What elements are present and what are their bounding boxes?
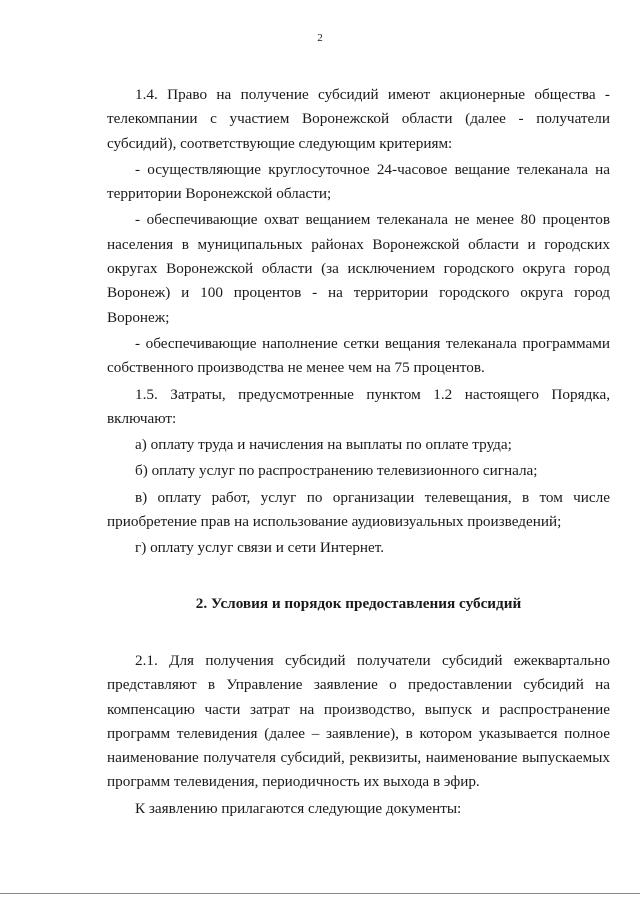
section-heading: 2. Условия и порядок предоставления субсидий xyxy=(195,594,522,612)
expense-item-b: б) оплату услуг по распространению телевизионного сигнала; xyxy=(135,462,538,480)
paragraph-1-4: 1.4. Право на получение субсидий имеют акционерные общества - телекомпании с участием Воронежской области (далее - получатели субсидий), соответствующие следующим критериям: xyxy=(107,86,610,152)
page-bottom-edge xyxy=(0,893,640,894)
page-number: 2 xyxy=(317,32,323,44)
expense-item-v: в) оплату работ, услуг по организации телевещания, в том числе приобретение прав на использование аудиовизуальных произведений; xyxy=(107,488,610,531)
attached-documents-intro: К заявлению прилагаются следующие документы: xyxy=(135,799,462,817)
expense-item-a: а) оплату труда и начисления на выплаты по оплате труда; xyxy=(135,436,512,454)
paragraph-2-1: 2.1. Для получения субсидий получатели субсидий ежеквартально представляют в Управление заявление о предоставлении субсидий на компенсацию части затрат на производство, выпуск и распространение программ телевидения (далее – заявление), в котором указывается полное наименование получателя субсидий, реквизиты, наименование выпускаемых программ телевидения, периодичность их выхода в эфир. xyxy=(107,651,610,791)
paragraph-1-5: 1.5. Затраты, предусмотренные пунктом 1.2 настоящего Порядка, включают: xyxy=(107,385,610,427)
document-body xyxy=(107,83,610,821)
criterion-own-production: - обеспечивающие наполнение сетки вещания телеканала программами собственного производства не менее чем на 75 процентов. xyxy=(107,334,610,377)
criterion-broadcast: - осуществляющие круглосуточное 24-часовое вещание телеканала на территории Воронежской области; xyxy=(107,160,610,203)
criterion-coverage: - обеспечивающие охват вещанием телеканала не менее 80 процентов населения в муниципальных районах Воронежской области и городских округах Воронежской области (за исключением городского округа город Воронеж) и 100 процентов - на территории городского округа город Воронеж; xyxy=(107,211,610,326)
expense-item-g: г) оплату услуг связи и сети Интернет. xyxy=(135,539,385,557)
